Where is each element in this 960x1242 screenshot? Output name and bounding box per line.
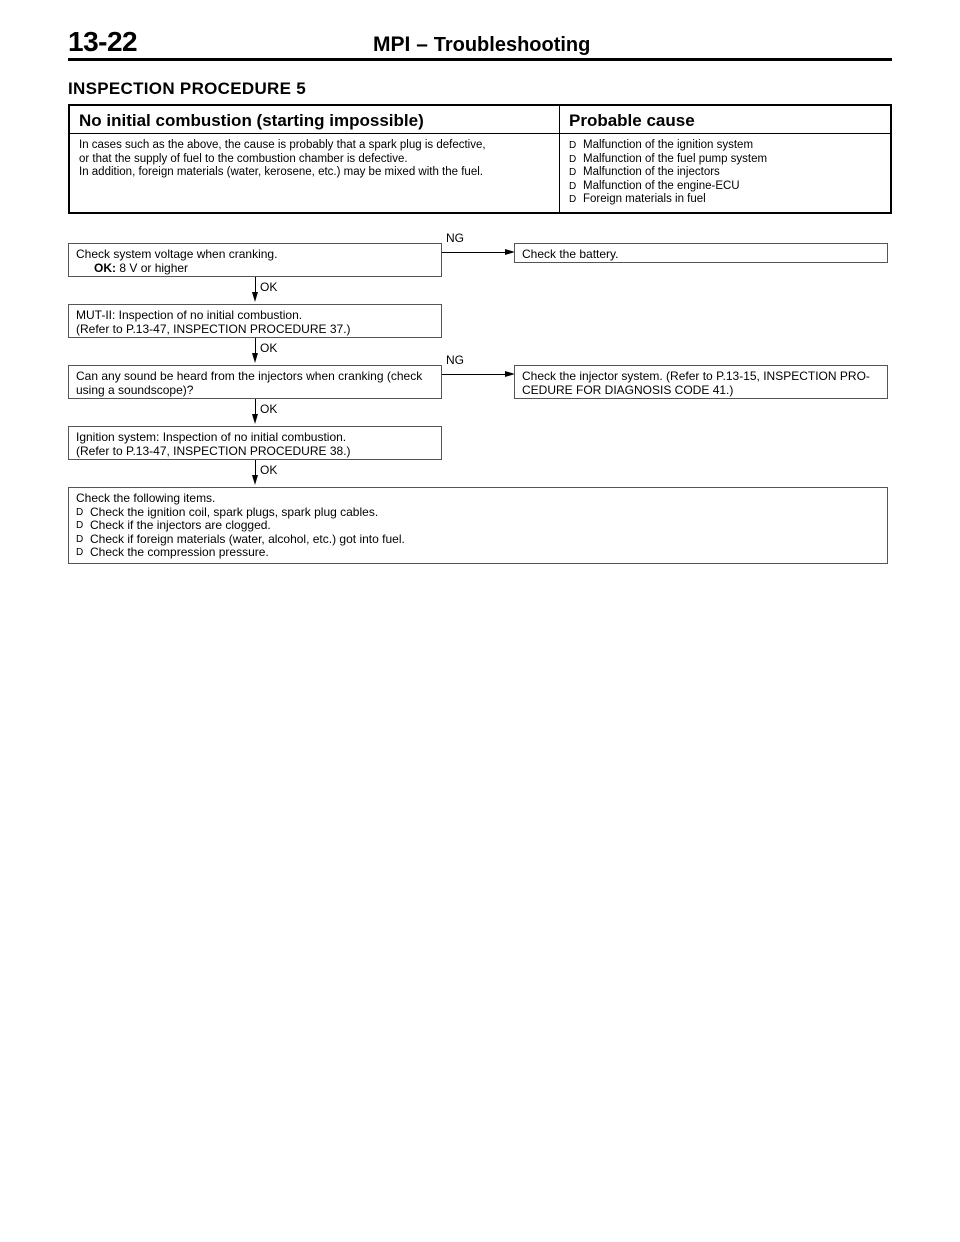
bullet-icon: D — [569, 180, 577, 192]
section-name: MPI — [373, 33, 411, 56]
description-line: In addition, foreign materials (water, kerosene, etc.) may be mixed with the fuel. — [79, 166, 483, 178]
arrow-down-icon — [252, 353, 258, 363]
check-item: D Check if the injectors are clogged. — [76, 518, 271, 533]
step-voltage-check: Check system voltage when cranking. OK: 8 V or higher — [68, 243, 442, 277]
ok-connector — [255, 277, 256, 293]
step-final-checks — [68, 487, 888, 564]
bullet-icon: D — [569, 153, 577, 165]
step-check-battery: Check the battery. — [514, 243, 888, 263]
symptom-description — [70, 134, 559, 180]
bullet-icon: D — [76, 506, 84, 518]
ok-label: OK — [260, 463, 278, 477]
description-line: or that the supply of fuel to the combustion chamber is defective. — [79, 152, 408, 165]
ng-connector — [442, 252, 508, 253]
bullet-icon: D — [76, 547, 84, 559]
check-item: D Check the compression pressure. — [76, 545, 269, 560]
step-injector-sound: Can any sound be heard from the injectors when cranking (check using a soundscope)? — [68, 365, 442, 399]
bullet-icon: D — [76, 520, 84, 532]
step-check-injector-system: Check the injector system. (Refer to P.13-15, INSPECTION PRO- CEDURE FOR DIAGNOSIS CODE 41.) — [514, 365, 888, 399]
arrow-down-icon — [252, 414, 258, 424]
ok-connector — [255, 399, 256, 415]
step-mut-inspection: MUT-II: Inspection of no initial combustion. (Refer to P.13-47, INSPECTION PROCEDURE 37.) — [68, 304, 442, 338]
bullet-icon: D — [76, 533, 84, 545]
bullet-icon: D — [569, 194, 577, 205]
ok-connector — [255, 338, 256, 354]
cause-item: D Foreign materials in fuel — [569, 193, 706, 205]
cause-item: D Malfunction of the injectors — [569, 166, 720, 178]
cause-item: D Malfunction of the fuel pump system — [569, 152, 768, 165]
section-title — [373, 33, 590, 57]
step-ignition-inspection: Ignition system: Inspection of no initial combustion. (Refer to P.13-47, INSPECTION PROCEDURE 38.) — [68, 426, 442, 460]
title-dash: – — [416, 33, 428, 56]
check-item: D Check if foreign materials (water, alcohol, etc.) got into fuel. — [76, 531, 405, 546]
cause-list — [560, 134, 890, 207]
final-intro: Check the following items. — [76, 491, 216, 505]
cause-item: D Malfunction of the ignition system — [569, 139, 754, 151]
page-number: 13-22 — [68, 26, 138, 57]
ng-label: NG — [446, 353, 464, 367]
summary-table — [68, 104, 892, 214]
symptom-heading: No initial combustion (starting impossible) — [70, 106, 559, 134]
cause-column — [560, 106, 890, 212]
cause-heading: Probable cause — [560, 106, 890, 134]
ok-label: OK — [260, 402, 278, 416]
ok-criteria-label: OK: — [94, 260, 116, 275]
ng-label: NG — [446, 231, 464, 245]
cause-item: D Malfunction of the engine-ECU — [569, 179, 740, 192]
arrow-down-icon — [252, 475, 258, 485]
bullet-icon: D — [569, 167, 577, 178]
arrow-down-icon — [252, 292, 258, 302]
header-rule — [68, 58, 892, 61]
ok-connector — [255, 460, 256, 476]
subsection-name: Troubleshooting — [433, 34, 591, 56]
ok-label: OK — [260, 341, 278, 355]
symptom-column — [70, 106, 560, 212]
bullet-icon: D — [569, 140, 577, 151]
procedure-title: INSPECTION PROCEDURE 5 — [68, 79, 307, 98]
description-line: In cases such as the above, the cause is probably that a spark plug is defective, — [79, 139, 486, 151]
ok-label: OK — [260, 280, 278, 294]
check-item: D Check the ignition coil, spark plugs, spark plug cables. — [76, 504, 379, 519]
ng-connector — [442, 374, 508, 375]
